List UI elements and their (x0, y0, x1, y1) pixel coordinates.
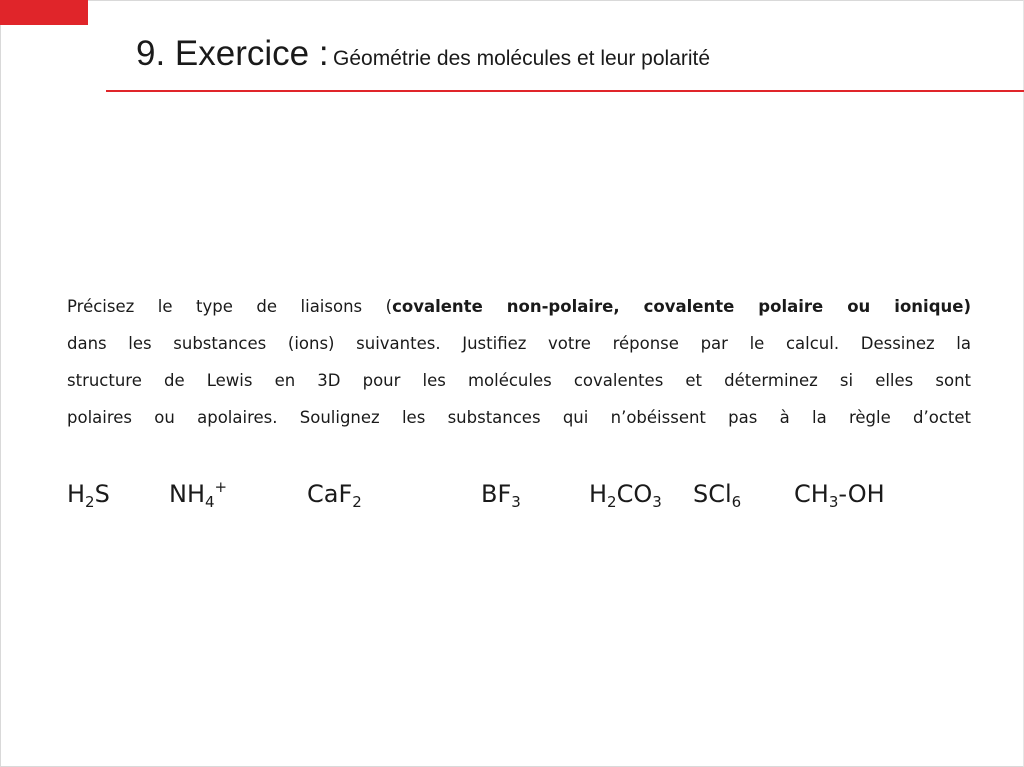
formula-bf3 (481, 480, 521, 511)
formula-part: + (214, 478, 228, 496)
formula-part: -OH (838, 480, 885, 508)
instruction-line-1-text: Précisez le type de liaisons ( (67, 297, 393, 316)
formula-part: CO (616, 480, 653, 508)
formula-part: S (94, 480, 110, 508)
formula-part: 2 (352, 493, 362, 511)
instruction-bond-types: covalente non-polaire, covalente polaire ou ionique) (392, 297, 971, 316)
formula-caf2 (307, 480, 362, 511)
formula-scl6 (693, 480, 742, 511)
accent-corner-block (0, 0, 88, 25)
formula-part: CH (794, 480, 829, 508)
page-title (136, 34, 710, 74)
instruction-line-4: polaires ou apolaires. Soulignez les substances qui n’obéissent pas à la règle d’octet (67, 408, 971, 427)
formula-part: 2 (607, 493, 617, 511)
formula-part: 6 (731, 493, 742, 511)
formula-part: H (589, 480, 608, 508)
formula-list (0, 480, 1024, 520)
title-subtitle: Géométrie des molécules et leur polarité (333, 47, 711, 70)
formula-part: 4 (205, 493, 215, 511)
formula-part: H (67, 480, 86, 508)
formula-part: BF (481, 480, 512, 508)
formula-nh4 (169, 478, 228, 511)
instruction-line-3: structure de Lewis en 3D pour les molécules covalentes et déterminez si elles sont (67, 371, 971, 390)
formula-part: 3 (511, 493, 521, 511)
exercise-instructions (67, 288, 971, 436)
formula-part: NH (169, 480, 205, 508)
formula-part: 2 (85, 493, 95, 511)
title-main: 9. Exercice : (136, 34, 329, 73)
instruction-line-1 (67, 288, 971, 325)
title-divider (106, 90, 1024, 92)
formula-part: 3 (652, 493, 662, 511)
formula-part: CaF (307, 480, 353, 508)
formula-h2co3 (589, 480, 662, 511)
instruction-line-2: dans les substances (ions) suivantes. Justifiez votre réponse par le calcul. Dessinez la (67, 334, 971, 353)
formula-ch3oh (794, 480, 885, 511)
formula-h2s (67, 480, 110, 511)
formula-part: 3 (828, 493, 839, 511)
formula-part: SCl (693, 480, 732, 508)
